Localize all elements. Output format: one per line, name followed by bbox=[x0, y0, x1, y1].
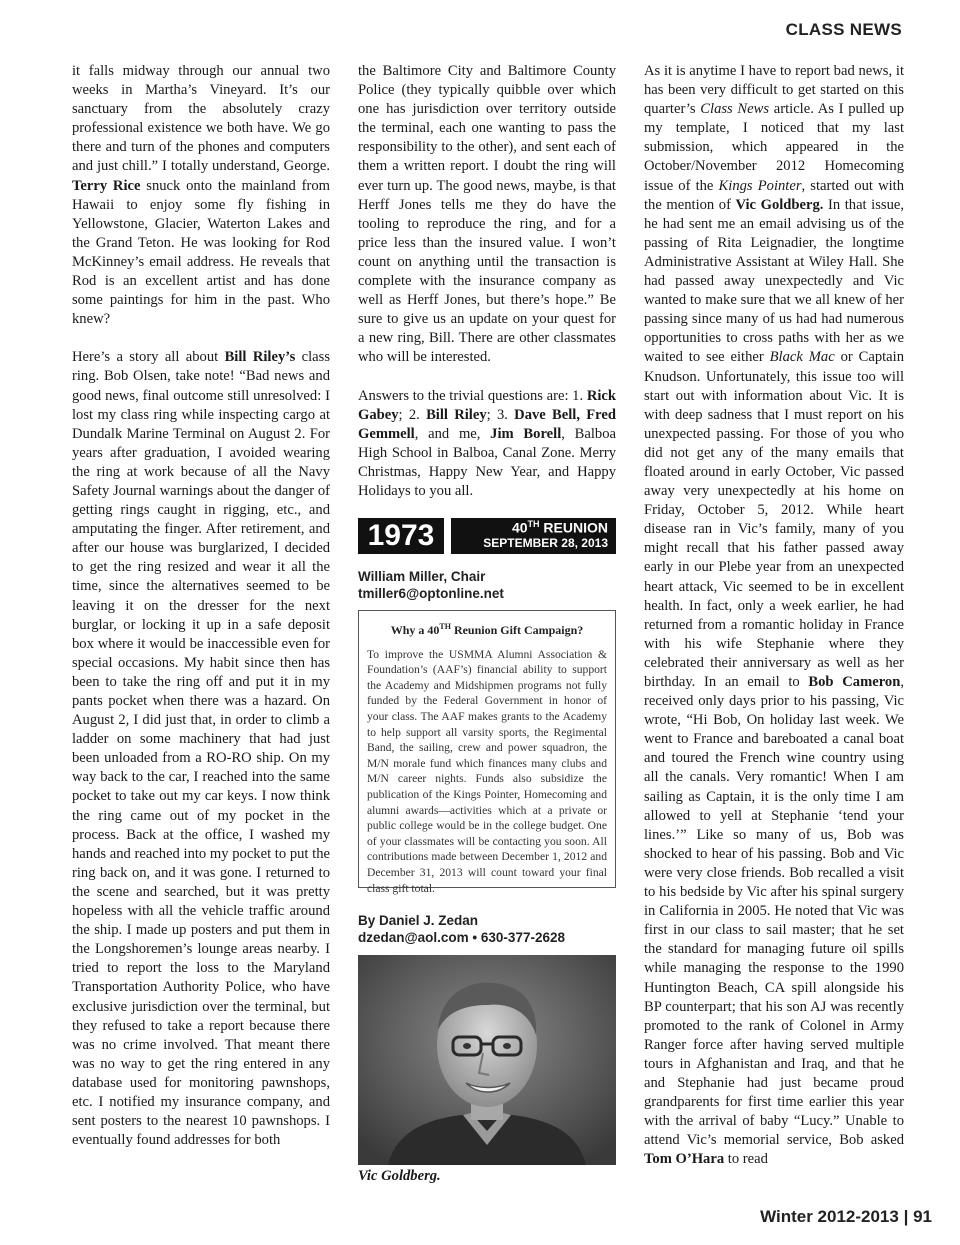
classmate-name: Bob Cameron bbox=[808, 674, 901, 690]
footer-separator: | bbox=[903, 1207, 909, 1226]
portrait-photo bbox=[358, 955, 616, 1165]
portrait-image bbox=[358, 955, 616, 1165]
classmate-name: Tom O’Hara bbox=[644, 1151, 725, 1168]
paragraph: Answers to the trivial questions are: 1. Rick Gabey; 2. Bill Riley; 3. Dave Bell, Fred Gemmell, and me, Jim Borell, Balboa High School in Balboa, Canal Zone. Merry Christmas, Happy New Year, and Happy Holidays to you all. bbox=[358, 387, 616, 499]
reunion-title: 40TH REUNION bbox=[511, 519, 608, 536]
campaign-body: To improve the USMMA Alumni Association & Foundation’s (AAF’s) financial ability to support the Academy and Midshipmen programs not fully funded by the Federal Government in honor of your class. The AAF makes grants to the Academy to help support all varsity sports, the Regimental Band, the sailing, crew and power squadron, the M/N morale fund which finances many clubs and M/N career nights. Funds also subsidize the publication of the Kings Pointer, Homecoming and alumni awards—activities which at a private or public college would be in the college budget. One of your classmates will be contacting you soon. All contributions made between December 1, 2012 and December 31, 2013 will count toward your final class gift total. bbox=[367, 647, 607, 895]
gift-campaign-box bbox=[358, 610, 616, 895]
chair-name: William Miller, Chair bbox=[358, 569, 486, 584]
classmate-name: Vic Goldberg. bbox=[735, 196, 824, 213]
paragraph: As it is anytime I have to report bad news, it has been very difficult to get started on this quarter’s Class News article. As I pulled up my template, I noticed that my last submission, which appeared in the October/November 2012 Homecoming issue of the Kings Pointer, started out with the mention of Vic Goldberg. In that issue, he had sent me an email advising us of the passing of Rita Leignadier, the longtime Administrative Assistant at Wiley Hall. She had passed away unexpectedly and Vic wanted to make sure that we all knew of her passing since many of us had had numerous opportunities to cross paths with her as we waited to see either Black Mac or Captain Knudson. Unfortunately, this issue too will start out with information about Vic. It is with deep sadness that I must report on his unexpected passing. For those of you who did not get any of the many emails that floated around in early October, Vic passed away very unexpectedly at his home on Friday, October 5, 2012. While heart disease ran in Vic’s family, many of you might recall that his father passed away early in our Plebe year from an unexpected heart attack, Vic seemed to be in excellent health. In fact, only a week earlier, he had returned from a romantic holiday in France with his wife Stephanie where they celebrated their anniversary as well as her birthday. In an email to Bob Cameron, received only days prior to his passing, Vic wrote, “Hi Bob, On holiday last week. We went to France and bareboated a canal boat and toured the French wine country using all the canals. Very romantic! When I am sailing as Captain, it is the only time I am allowed to yell at Stephanie ‘tend your lines.’” Like so many of us, Bob was shocked to hear of his passing. Bob and Vic were very close friends. Bob recalled a visit to his bedside by Vic after his spinal surgery in California in 2005. He noted that Vic was first in our class to sail master; that he set the standard for managing future oil spills while managing the response to the 1990 Huntington Beach, CA spill alongside his BP counterpart; that his son AJ was recently promoted to the rank of Colonel in Army Ranger force after having served multiple tours in Afghanistan and Iraq, and that he and Stephanie had just became proud grandparents for first time earlier this year with the arrival of baby “Lucy.” Unable to attend Vic’s memorial service, Bob asked Tom O’Hara to read bbox=[644, 63, 905, 1168]
section-header: CLASS NEWS bbox=[785, 20, 902, 39]
page-footer bbox=[760, 1207, 932, 1227]
photo-caption: Vic Goldberg. bbox=[358, 1168, 441, 1184]
byline-contact[interactable]: dzedan@aol.com • 630-377-2628 bbox=[358, 930, 565, 945]
person-name: Black Mac bbox=[769, 349, 835, 366]
classmate-name: Bill Riley’s bbox=[224, 349, 296, 366]
paragraph: the Baltimore City and Baltimore County Police (they typically quibble over which one has jurisdiction over territory outside the terminal, each one wanting to pass the responsibility to the other), and sent each of them a written report. I doubt the ring will ever turn up. The good news, maybe, is that Herff Jones tells me they do have the tooling to reproduce the ring, and for a price less than the insured value. I won’t count on anything until the transaction is complete with the insurance company as well as Herff Jones, but there’s hope.” Be sure to give us an update on your quest for a new ring, Bill. There are other classmates who will be interested. bbox=[358, 63, 616, 366]
article-column-1 bbox=[72, 62, 330, 1169]
publication-title: Kings Pointer bbox=[718, 177, 802, 194]
publication-title: Class News bbox=[700, 101, 770, 118]
classmate-name: Dave Bell, Fred Gemmell bbox=[358, 406, 616, 442]
campaign-title: Why a 40TH Reunion Gift Campaign? bbox=[390, 622, 584, 637]
classmate-name: Bill Riley bbox=[426, 406, 487, 423]
chair-email[interactable]: tmiller6@optonline.net bbox=[358, 586, 504, 601]
class-year: 1973 bbox=[358, 518, 444, 554]
article-column-3 bbox=[644, 62, 904, 1188]
paragraph: it falls midway through our annual two weeks in Martha’s Vineyard. It’s our sanctuary from the absolutely crazy professional existence we both have. We go there and turn of the phones and computers and just chill.” I totally understand, George. Terry Rice snuck onto the mainland from Hawaii to enjoy some fly fishing in Yellowstone, Glacier, Waterton Lakes and the Grand Teton. He was looking for Rod McKinney’s email address. He reveals that Rod is an excellent artist and has done some paintings for him in the past. Who knew? bbox=[72, 63, 330, 328]
page-number: 91 bbox=[913, 1207, 932, 1226]
paragraph: Here’s a story all about Bill Riley’s class ring. Bob Olsen, take note! “Bad news and good news, final outcome still unresolved: I lost my class ring while inspecting cargo at Dundalk Marine Terminal on August 2. For years after graduation, I avoided wearing the ring at work because of all the Navy Safety Journal warnings about the danger of getting rings caught in rigging, etc., and amputating the finger. After retirement, and after our house was burglarized, I decided to get the ring resized and wear it all the time, since the alternatives seemed to be leaving it on the dresser for the next burglar, or locking it up in a safe deposit box where it would be inaccessible even for special occasions. My habit since then has been to take the ring off and put it in my pants pocket when there was a hazard. On August 2, I did just that, in order to climb a ladder on some machinery that had just been unloaded from a RO-RO ship. On my way back to the car, I reached into the same pocket to take out my car keys. I now think the ring came out of my pocket in the process. Back at the office, I washed my hands and reached into my pocket to put the ring back on, and it was gone. I returned to the scene and searched, but it was pretty hopeless with all the vehicle traffic around the ship. I made up posters and put them in the Longshoremen’s lounge areas nearby. I tried to report the loss to the Maryland Transportation Authority Police, who have exclusive jurisdiction over the terminal, but they refused to take a report because there was no crime involved. That meant there was no way to get the ring entered in any database used for monitoring pawnshops, etc. I notified my insurance company, and sent posters to the nearest 10 pawnshops. I eventually found addresses for both bbox=[72, 349, 330, 1149]
reunion-date: SEPTEMBER 28, 2013 bbox=[483, 536, 608, 550]
classmate-name: Rick Gabey bbox=[358, 387, 616, 423]
reunion-banner bbox=[358, 518, 616, 554]
byline-author: By Daniel J. Zedan bbox=[358, 913, 479, 928]
reunion-box bbox=[451, 518, 616, 554]
classmate-name: Terry Rice bbox=[72, 177, 141, 194]
classmate-name: Jim Borell bbox=[490, 425, 562, 442]
article-column-2 bbox=[358, 62, 616, 520]
issue-label: Winter 2012-2013 bbox=[760, 1207, 899, 1226]
